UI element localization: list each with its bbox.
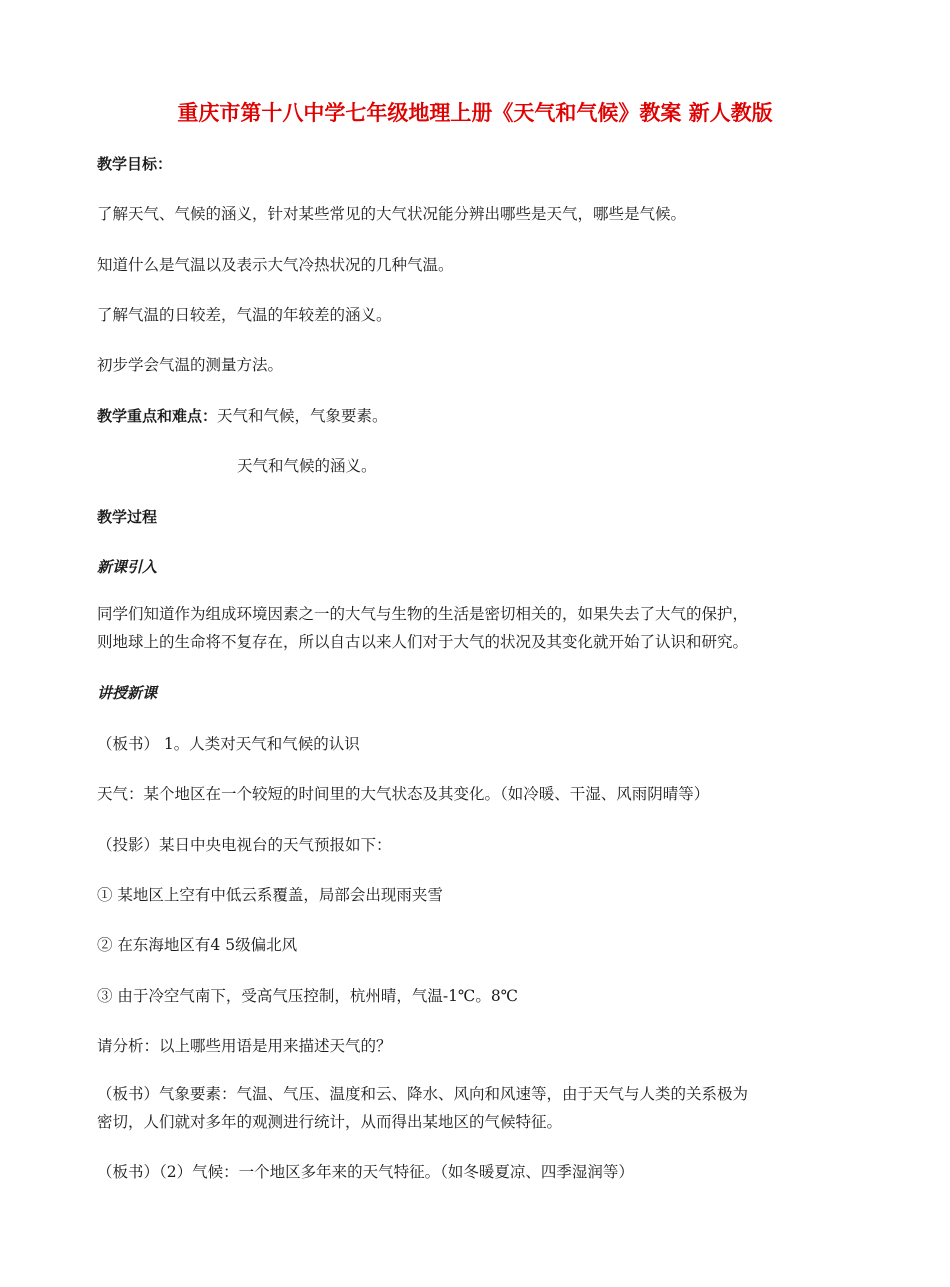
- weather-definition: 天气：某个地区在一个较短的时间里的大气状态及其变化。（如冷暖、干湿、风雨阴晴等）: [97, 785, 710, 803]
- elements-line: （板书）气象要素：气温、气压、温度和云、降水、风向和风速等，由于天气与人类的关系极为: [97, 1085, 749, 1103]
- key-points-label: 教学重点和难点：: [97, 407, 218, 425]
- board-note-1: （板书） 1。人类对天气和气候的认识: [97, 735, 360, 753]
- objective-item: 了解天气、气候的涵义，针对某些常见的大气状况能分辨出哪些是天气，哪些是气候。: [97, 205, 687, 223]
- key-points-text: 天气和气候，气象要素。: [217, 407, 388, 425]
- intro-line: 则地球上的生命将不复存在，所以自古以来人们对于大气的状况及其变化就开始了认识和研究。: [97, 633, 749, 651]
- document-title: 重庆市第十八中学七年级地理上册《天气和气候》教案 新人教版: [177, 101, 773, 125]
- climate-definition: （板书）（2）气候：一个地区多年来的天气特征。（如冬暖夏凉、四季湿润等）: [97, 1163, 634, 1181]
- elements-line: 密切，人们就对多年的观测进行统计，从而得出某地区的气候特征。: [97, 1113, 563, 1131]
- objective-item: 知道什么是气温以及表示大气冷热状况的几种气温。: [97, 256, 454, 274]
- forecast-item: ② 在东海地区有4 5级偏北风: [97, 936, 298, 954]
- difficulty-text: 天气和气候的涵义。: [237, 457, 377, 475]
- intro-line: 同学们知道作为组成环境因素之一的大气与生物的生活是密切相关的，如果失去了大气的保护，: [97, 605, 749, 623]
- process-heading: 教学过程: [97, 508, 158, 526]
- objective-item: 初步学会气温的测量方法。: [97, 356, 284, 374]
- forecast-item: ③ 由于冷空气南下，受高气压控制，杭州晴，气温-1℃。8℃: [97, 987, 519, 1005]
- elements-paragraph: [97, 1080, 857, 1136]
- projection-note: （投影）某日中央电视台的天气预报如下：: [97, 836, 392, 854]
- objectives-heading: 教学目标：: [97, 155, 173, 173]
- objective-item: 了解气温的日较差，气温的年较差的涵义。: [97, 306, 392, 324]
- analysis-question: 请分析：以上哪些用语是用来描述天气的？: [97, 1037, 392, 1055]
- lecture-heading: 讲授新课: [97, 684, 158, 702]
- forecast-item: ① 某地区上空有中低云系覆盖，局部会出现雨夹雪: [97, 886, 443, 904]
- intro-heading: 新课引入: [97, 558, 158, 576]
- key-points: [97, 406, 388, 426]
- intro-paragraph: [97, 600, 857, 656]
